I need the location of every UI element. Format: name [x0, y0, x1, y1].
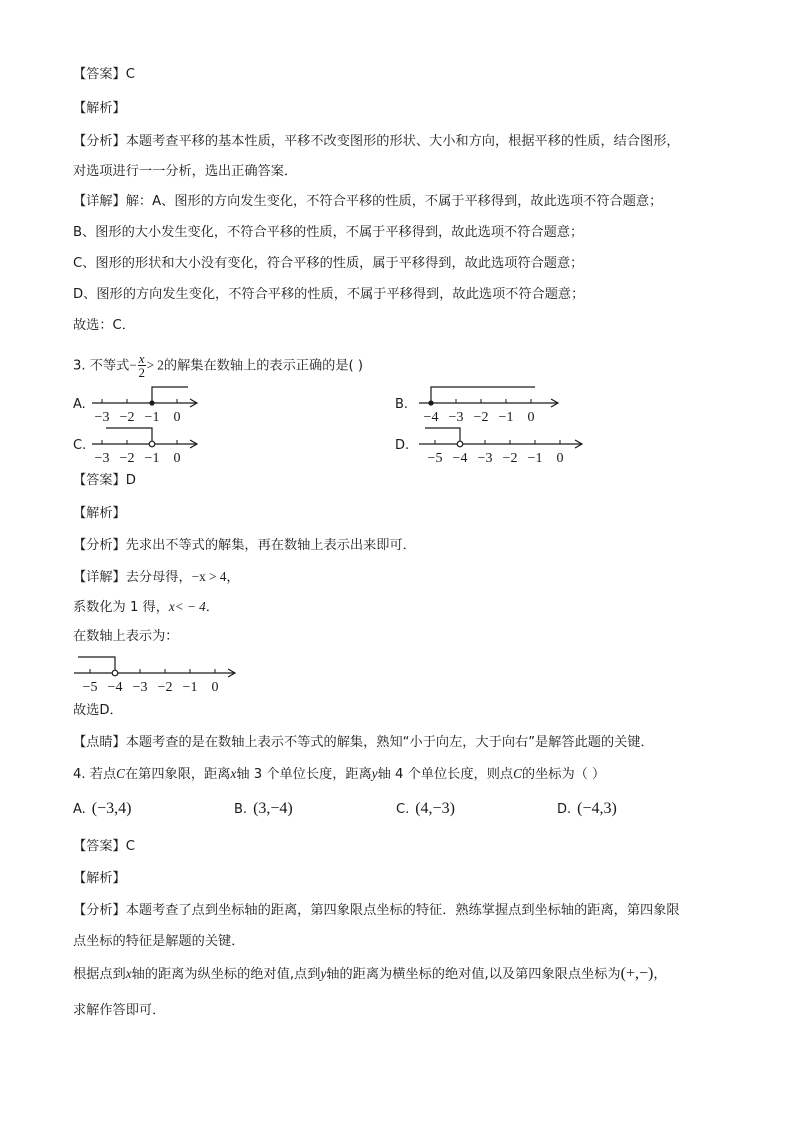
- punctuation: ，: [653, 967, 667, 982]
- tick-label: −4: [452, 451, 468, 466]
- tick-label: 0: [173, 410, 181, 425]
- option-label: A.: [73, 802, 86, 817]
- tick-label: −2: [119, 451, 135, 466]
- answer-q4: 【答案】C: [73, 839, 135, 854]
- option-value: (−3,4): [91, 800, 132, 817]
- tick-label: −3: [477, 451, 493, 466]
- comment-q3: 【点睛】本题考查的是在数轴上表示不等式的解集，熟知“小于向左，大于向右”是解答此题的关键．: [73, 735, 654, 750]
- q4-option-d: [557, 800, 617, 818]
- number-line-b: [415, 384, 565, 426]
- tick-label: −2: [157, 680, 173, 695]
- option-value: (3,−4): [253, 800, 293, 817]
- question-number: 4.: [73, 767, 86, 782]
- conclusion-q2: 故选：C．: [73, 318, 135, 333]
- option-b-label: B.: [395, 397, 409, 412]
- detail-q3-line1: [73, 568, 240, 587]
- tick-label: −1: [182, 680, 198, 695]
- question-text: 若点: [89, 767, 117, 782]
- number-line-c: [88, 425, 203, 467]
- detail-text: 系数化为 1 得，: [73, 600, 169, 615]
- sign-pair: (+,−): [620, 965, 654, 982]
- tick-label: −3: [448, 410, 464, 425]
- solution-number-line: [72, 654, 242, 696]
- detail-q3-line2: [73, 598, 219, 617]
- analysis-q4-line1: 【分析】本题考查了点到坐标轴的距离，第四象限点坐标的特征．熟练掌握点到坐标轴的距离，第四象限: [73, 903, 680, 918]
- tick-label: −4: [107, 680, 123, 695]
- tick-label: −1: [527, 451, 543, 466]
- q4-option-b: [234, 800, 293, 818]
- option-label: D.: [557, 802, 572, 817]
- axis-symbol: y: [320, 966, 327, 981]
- question-3-prefix: 不等式: [89, 358, 130, 374]
- axis-symbol: y: [371, 766, 378, 781]
- point-symbol: C: [513, 766, 522, 781]
- option-value: (4,−3): [415, 800, 455, 817]
- tick-label: −2: [502, 451, 518, 466]
- option-a-label: A.: [73, 397, 86, 412]
- question-text: 轴 3 个单位长度，距离: [236, 767, 372, 782]
- fraction: [138, 352, 146, 379]
- tick-label: 0: [527, 410, 535, 425]
- tick-label: −4: [423, 410, 439, 425]
- question-text: 轴 4 个单位长度，则点: [377, 767, 514, 782]
- option-label: C.: [396, 802, 410, 817]
- analysis-q3: 【分析】先求出不等式的解集，再在数轴上表示出来即可．: [73, 538, 416, 553]
- tick-label: −1: [144, 410, 160, 425]
- minus-sign: −: [129, 357, 137, 373]
- question-number: 3.: [73, 358, 86, 374]
- tick-label: −1: [144, 451, 160, 466]
- tick-label: −3: [94, 410, 110, 425]
- number-line-d: [415, 425, 590, 467]
- answer-q2: 【答案】C: [73, 67, 135, 82]
- tick-label: −1: [498, 410, 514, 425]
- axis-symbol: x: [125, 966, 132, 981]
- fraction-denominator: 2: [138, 365, 145, 380]
- q4-option-a: [73, 800, 131, 818]
- math-expression: x< − 4: [168, 599, 206, 614]
- detail-label: 【详解】去分母得，: [73, 570, 192, 585]
- question-text: 的坐标为（ ）: [521, 767, 606, 782]
- option-value: (−4,3): [577, 800, 617, 817]
- rule-text: 轴的距离为横坐标的绝对值,以及第四象限点坐标为: [326, 967, 621, 982]
- tick-label: −3: [132, 680, 148, 695]
- analysis-heading-q4: 【解析】: [73, 871, 126, 886]
- analysis-q4-line2: 点坐标的特征是解题的关键．: [73, 934, 245, 949]
- analysis-heading-q3: 【解析】: [73, 506, 126, 521]
- axis-symbol: x: [230, 766, 237, 781]
- detail-q2-line3: C、图形的形状和大小没有变化，符合平移的性质，属于平移得到，故此选项符合题意；: [73, 256, 584, 271]
- tick-label: 0: [173, 451, 181, 466]
- option-label: B.: [234, 802, 248, 817]
- inequality: > 2: [146, 357, 164, 373]
- question-4: [73, 765, 605, 784]
- math-expression: −x > 4: [191, 569, 227, 584]
- point-symbol: C: [116, 766, 125, 781]
- tick-label: −5: [427, 451, 443, 466]
- rule-q4-end: 求解作答即可．: [73, 1003, 166, 1018]
- rule-text: 轴的距离为纵坐标的绝对值,点到: [131, 967, 321, 982]
- tick-label: −2: [119, 410, 135, 425]
- tick-label: −3: [94, 451, 110, 466]
- analysis-q2-line2: 对选项进行一一分析，选出正确答案．: [73, 164, 298, 179]
- option-d-label: D.: [395, 438, 410, 453]
- conclusion-q3: 故选D．: [73, 703, 123, 718]
- detail-q2-line2: B、图形的大小发生变化，不符合平移的性质，不属于平移得到，故此选项不符合题意；: [73, 225, 584, 240]
- question-3: [73, 352, 363, 379]
- question-text: 在第四象限，距离: [124, 767, 231, 782]
- q4-option-c: [396, 800, 455, 818]
- option-c-label: C.: [73, 438, 87, 453]
- question-3-suffix: 的解集在数轴上的表示正确的是( ): [163, 358, 364, 374]
- tick-label: −2: [473, 410, 489, 425]
- fraction-numerator: x: [138, 351, 145, 366]
- analysis-q2-line1: 【分析】本题考查平移的基本性质，平移不改变图形的形状、大小和方向，根据平移的性质，结合图形，: [73, 134, 680, 149]
- tick-label: −5: [82, 680, 98, 695]
- punctuation: ，: [226, 570, 240, 585]
- rule-text: 根据点到: [73, 967, 126, 982]
- tick-label: 0: [211, 680, 219, 695]
- number-line-a: [88, 384, 203, 426]
- detail-q3-line3: 在数轴上表示为：: [73, 629, 179, 644]
- answer-q3: 【答案】D: [73, 473, 136, 488]
- detail-q2-line4: D、图形的方向发生变化，不符合平移的性质，不属于平移得到，故此选项不符合题意；: [73, 287, 585, 302]
- analysis-heading-q2: 【解析】: [73, 101, 126, 116]
- punctuation: ．: [205, 600, 219, 615]
- rule-q4: [73, 965, 667, 984]
- tick-label: 0: [556, 451, 564, 466]
- detail-q2-line1: 【详解】解：A、图形的方向发生变化，不符合平移的性质，不属于平移得到，故此选项不符合题意；: [73, 194, 663, 209]
